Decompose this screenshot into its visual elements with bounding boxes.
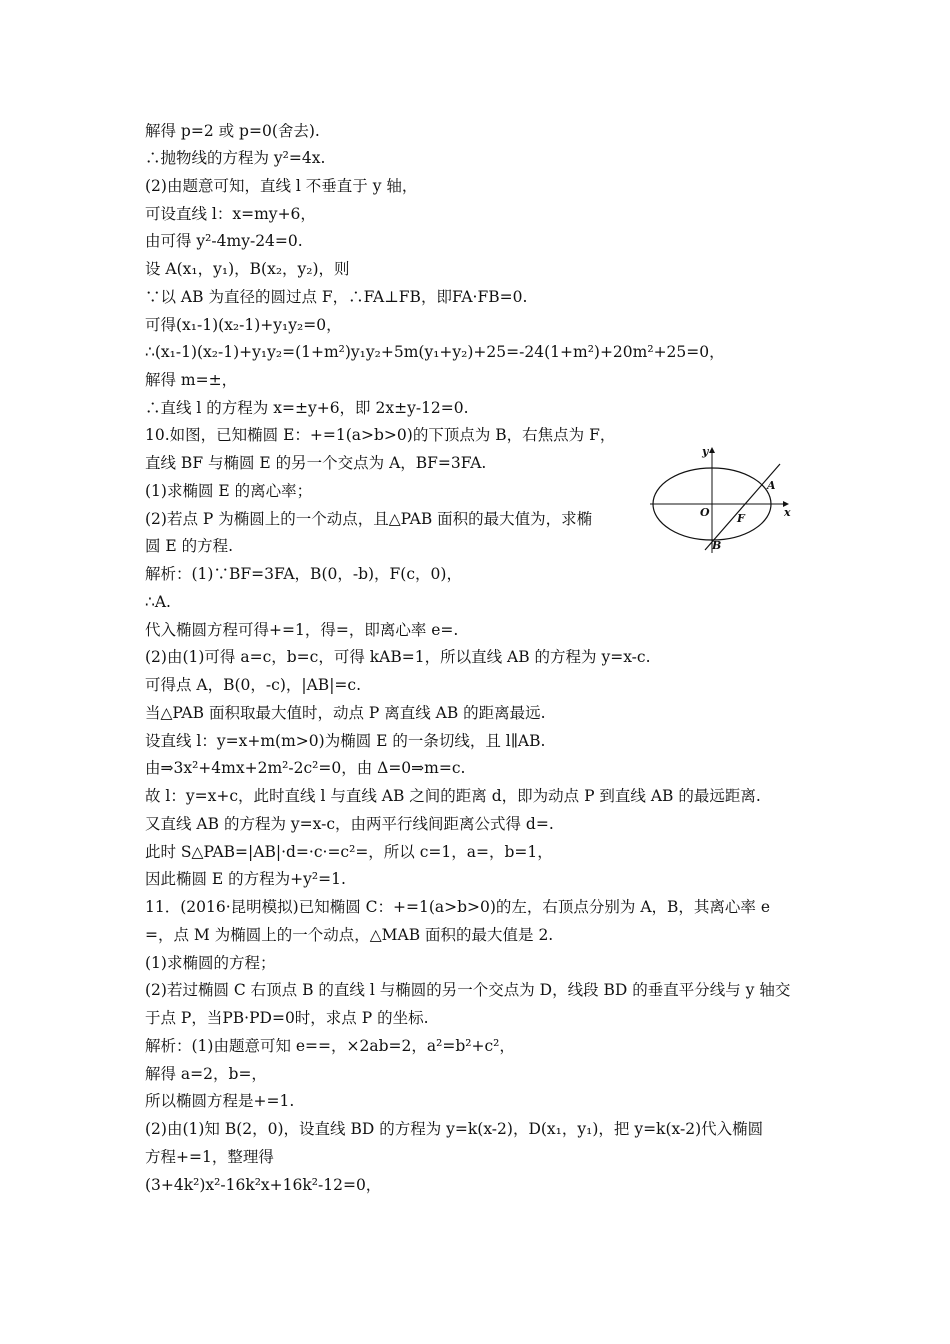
text-line: 设 A(x₁，y₁)，B(x₂，y₂)，则	[145, 260, 350, 278]
text-line: 此时 S△PAB=|AB|·d=·c·=c²=，所以 c=1，a=，b=1，	[145, 843, 553, 861]
text-line: (1)求椭圆的方程；	[145, 954, 276, 972]
label-y: y	[702, 445, 709, 458]
text-line: (2)由题意可知，直线 l 不垂直于 y 轴，	[145, 177, 418, 195]
text-line: 解得 p=2 或 p=0(舍去).	[145, 122, 320, 140]
text-line: 方程+=1，整理得	[145, 1148, 274, 1166]
label-f: F	[737, 512, 745, 525]
text-line: 由可得 y²-4my-24=0.	[145, 232, 303, 250]
text-line: ∴抛物线的方程为 y²=4x.	[145, 149, 326, 167]
label-a: A	[767, 479, 776, 492]
text-line: 可得点 A，B(0，-c)，|AB|=c.	[145, 676, 362, 694]
label-b: B	[712, 539, 722, 552]
text-line: 代入椭圆方程可得+=1，得=，即离心率 e=.	[145, 621, 459, 639]
text-line: 可得(x₁-1)(x₂-1)+y₁y₂=0，	[145, 316, 342, 334]
text-line: 直线 BF 与椭圆 E 的另一个交点为 A，BF=3FA.	[145, 454, 487, 472]
text-line: (2)由(1)可得 a=c，b=c，可得 kAB=1，所以直线 AB 的方程为 y=x-c.	[145, 648, 651, 666]
text-line: 圆 E 的方程.	[145, 537, 234, 555]
text-line: 当△PAB 面积取最大值时，动点 P 离直线 AB 的距离最远.	[145, 704, 546, 722]
text-line: 可设直线 l：x=my+6，	[145, 205, 316, 223]
text-line: 所以椭圆方程是+=1.	[145, 1092, 295, 1110]
text-line: ∴(x₁-1)(x₂-1)+y₁y₂=(1+m²)y₁y₂+5m(y₁+y₂)+25=-24(1+m²)+20m²+25=0，	[145, 343, 725, 361]
ellipse-figure	[648, 442, 796, 554]
text-line: 解析：(1)∵BF=3FA，B(0，-b)，F(c，0)，	[145, 565, 462, 583]
text-line: (1)求椭圆 E 的离心率；	[145, 482, 313, 500]
text-line: 解得 m=±，	[145, 371, 238, 389]
text-line: ∵以 AB 为直径的圆过点 F，∴FA⊥FB，即FA·FB=0.	[145, 288, 528, 306]
problem-11-statement: 11．(2016·昆明模拟)已知椭圆 C：+=1(a>b>0)的左，右顶点分别为 A，B，其离心率 e	[145, 898, 771, 916]
text-line: 设直线 l：y=x+m(m>0)为椭圆 E 的一条切线，且 l∥AB.	[145, 732, 546, 750]
text-line: 于点 P，当PB·PD=0时，求点 P 的坐标.	[145, 1009, 429, 1027]
label-x: x	[784, 506, 791, 519]
text-line: 解析：(1)由题意可知 e==，×2ab=2，a²=b²+c²，	[145, 1037, 515, 1055]
text-line: 又直线 AB 的方程为 y=x-c，由两平行线间距离公式得 d=.	[145, 815, 554, 833]
text-line: 故 l：y=x+c，此时直线 l 与直线 AB 之间的距离 d，即为动点 P 到直线 AB 的最远距离.	[145, 787, 761, 805]
text-line: 解得 a=2，b=，	[145, 1065, 267, 1083]
text-line: (2)若点 P 为椭圆上的一个动点，且△PAB 面积的最大值为，求椭	[145, 510, 593, 528]
text-line: (2)若过椭圆 C 右顶点 B 的直线 l 与椭圆的另一个交点为 D，线段 BD 的垂直平分线与 y 轴交	[145, 981, 791, 999]
text-line: ∴A.	[145, 593, 171, 611]
text-line: 因此椭圆 E 的方程为+y²=1.	[145, 870, 346, 888]
problem-10-statement: 10.如图，已知椭圆 E：+=1(a>b>0)的下顶点为 B，右焦点为 F，	[145, 426, 616, 444]
line-bf	[705, 464, 780, 550]
text-line: 由⇒3x²+4mx+2m²-2c²=0，由 Δ=0⇒m=c.	[145, 759, 466, 777]
text-line: (3+4k²)x²-16k²x+16k²-12=0，	[145, 1176, 382, 1194]
text-line: =，点 M 为椭圆上的一个动点，△MAB 面积的最大值是 2.	[145, 926, 554, 944]
text-line: (2)由(1)知 B(2，0)，设直线 BD 的方程为 y=k(x-2)，D(x₁，y₁)，把 y=k(x-2)代入椭圆	[145, 1120, 764, 1138]
text-line: ∴直线 l 的方程为 x=±y+6，即 2x±y-12=0.	[145, 399, 469, 417]
label-o: O	[700, 506, 710, 519]
